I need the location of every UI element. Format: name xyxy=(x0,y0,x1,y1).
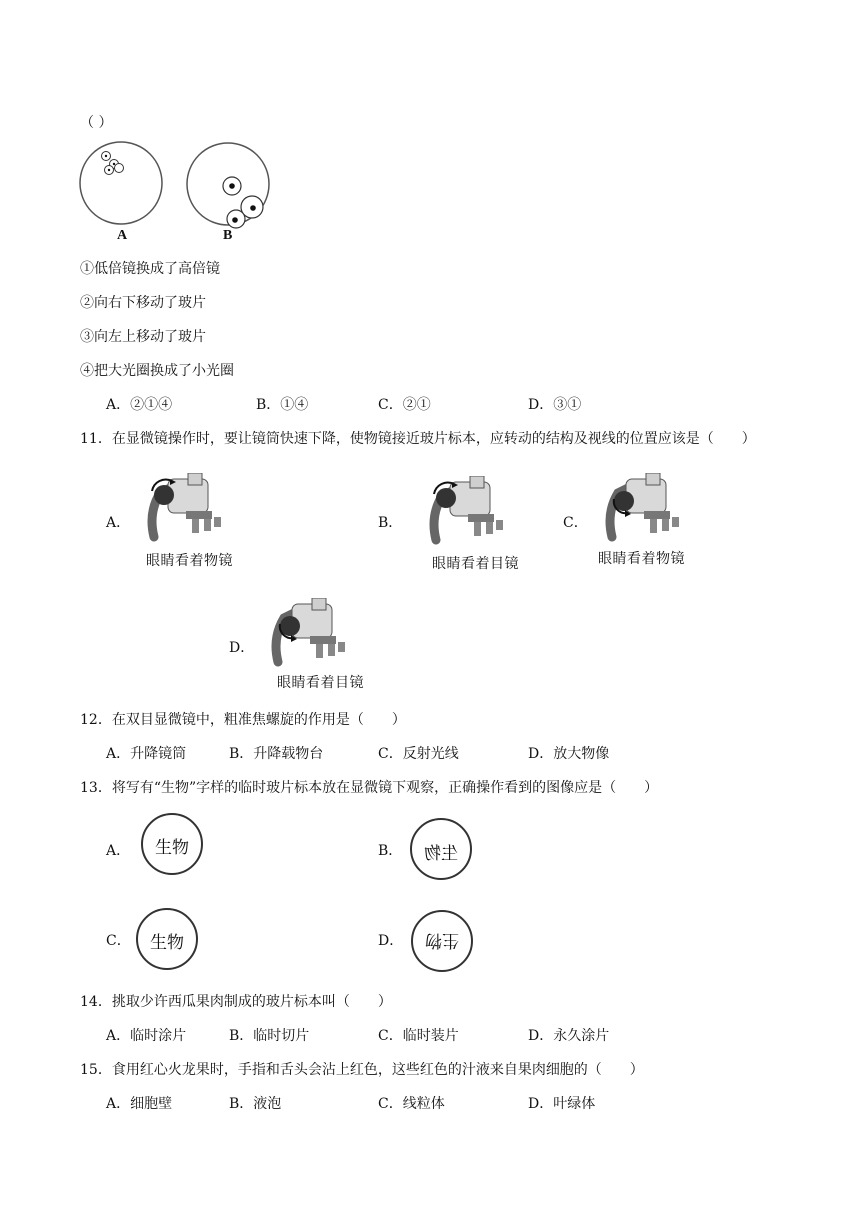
q13-option-a-letter[interactable]: A． xyxy=(106,843,131,859)
statement-3: ③向左上移动了玻片 xyxy=(80,329,206,345)
statement-1: ①低倍镜换成了高倍镜 xyxy=(80,261,220,277)
q15-option-a[interactable]: A．细胞壁 xyxy=(106,1096,173,1112)
q11-a-caption: 眼睛看着物镜 xyxy=(146,553,233,569)
q14-option-d[interactable]: D．永久涂片 xyxy=(528,1028,610,1044)
q12-stem: 12．在双目显微镜中，粗准焦螺旋的作用是（ ） xyxy=(80,712,406,728)
q12-option-d[interactable]: D．放大物像 xyxy=(528,746,610,762)
q11-c-caption: 眼睛看着物镜 xyxy=(598,551,685,567)
q11-d-caption: 眼睛看着目镜 xyxy=(277,675,364,691)
q14-stem: 14．挑取少许西瓜果肉制成的玻片标本叫（ ） xyxy=(80,994,392,1010)
q13-option-b-letter[interactable]: B． xyxy=(378,843,403,859)
q10-option-a[interactable]: A．②①④ xyxy=(106,397,173,413)
q13-b-image-text: 生物 xyxy=(424,844,458,864)
microscope-d-image xyxy=(266,598,366,670)
microscope-b-image xyxy=(424,476,524,548)
q15-option-c[interactable]: C．线粒体 xyxy=(378,1096,445,1112)
q13-c-circle xyxy=(136,908,198,970)
q15-stem: 15．食用红心火龙果时，手指和舌头会沾上红色，这些红色的汁液来自果肉细胞的（ ） xyxy=(80,1062,644,1078)
q12-option-b[interactable]: B．升降载物台 xyxy=(229,746,324,762)
q11-b-caption: 眼睛看着目镜 xyxy=(432,556,519,572)
q10-option-b[interactable]: B．①④ xyxy=(256,397,309,413)
q11-option-c-letter[interactable]: C． xyxy=(563,515,588,531)
q13-option-c-letter[interactable]: C． xyxy=(106,933,131,949)
field-of-view-figure xyxy=(78,140,278,250)
figure-label-a: A xyxy=(117,228,128,243)
q14-option-a[interactable]: A．临时涂片 xyxy=(106,1028,187,1044)
cell-a4 xyxy=(115,164,124,173)
q11-option-d-letter[interactable]: D． xyxy=(229,640,255,656)
q10-paren: （ ） xyxy=(80,115,113,131)
q11-stem: 11．在显微镜操作时，要让镜筒快速下降，使物镜接近玻片标本，应转动的结构及视线的位置应该是（ ） xyxy=(80,431,756,447)
q14-option-c[interactable]: C．临时装片 xyxy=(378,1028,459,1044)
statement-4: ④把大光圈换成了小光圈 xyxy=(80,363,234,379)
q10-option-c[interactable]: C．②① xyxy=(378,397,431,413)
q14-option-b[interactable]: B．临时切片 xyxy=(229,1028,310,1044)
q13-a-image-text: 生物 xyxy=(155,838,189,858)
q13-a-circle xyxy=(141,813,203,875)
q15-option-b[interactable]: B．液泡 xyxy=(229,1096,282,1112)
microscope-a-image xyxy=(142,473,242,545)
q13-d-image-text: 生物 xyxy=(425,930,459,950)
field-a-circle xyxy=(80,142,162,224)
q10-option-d[interactable]: D．③① xyxy=(528,397,582,413)
q13-stem: 13．将写有“生物”字样的临时玻片标本放在显微镜下观察，正确操作看到的图像应是（ ） xyxy=(80,780,659,796)
q11-option-a-letter[interactable]: A． xyxy=(106,515,131,531)
figure-label-b: B xyxy=(223,228,233,243)
q13-option-d-letter[interactable]: D． xyxy=(378,933,404,949)
statement-2: ②向右下移动了玻片 xyxy=(80,295,206,311)
q12-option-c[interactable]: C．反射光线 xyxy=(378,746,459,762)
q13-c-image-text: 生物 xyxy=(150,933,184,953)
microscope-c-image xyxy=(600,473,700,545)
q15-option-d[interactable]: D．叶绿体 xyxy=(528,1096,596,1112)
q13-b-circle xyxy=(410,818,472,880)
q13-d-circle xyxy=(411,910,473,972)
q12-option-a[interactable]: A．升降镜筒 xyxy=(106,746,187,762)
q11-option-b-letter[interactable]: B． xyxy=(378,515,403,531)
